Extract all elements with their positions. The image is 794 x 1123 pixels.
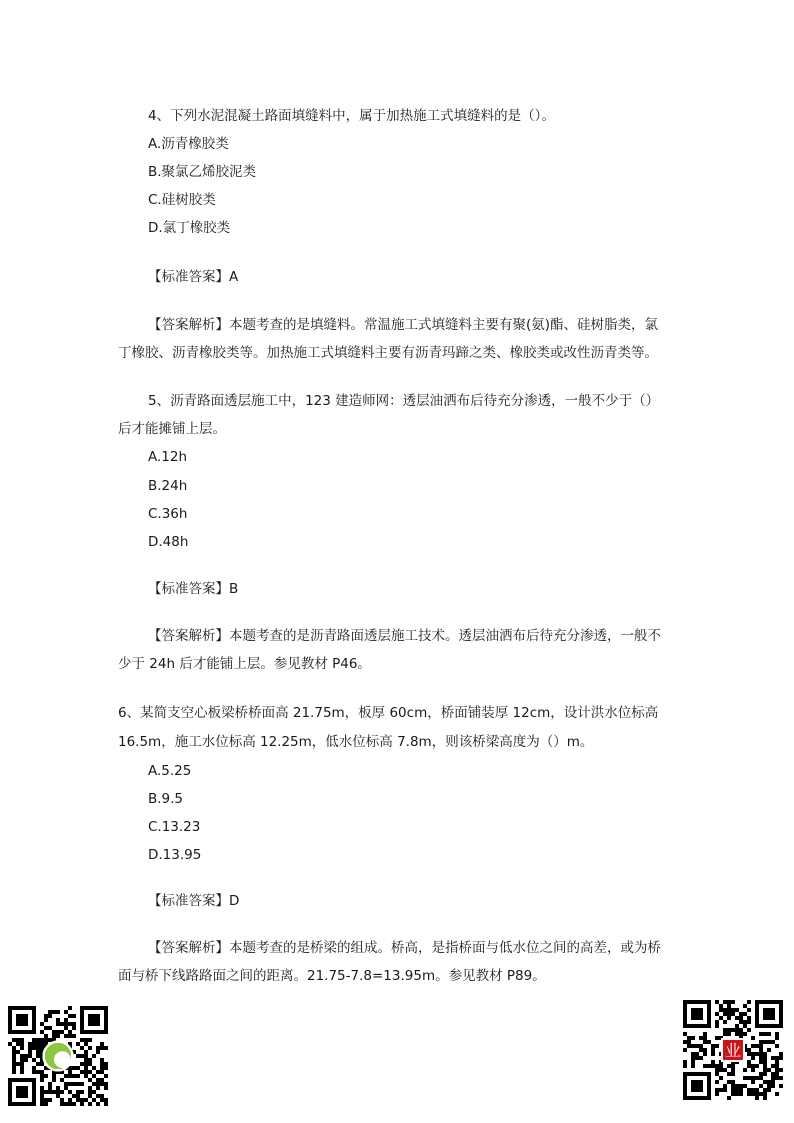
question-6-option-a: A.5.25 <box>148 763 192 779</box>
question-6-option-b: B.9.5 <box>148 791 184 807</box>
question-6-analysis-line-2: 面与桥下线路路面之间的距离。21.75-7.8=13.95m。参见教材 P89。 <box>118 968 546 984</box>
question-4-option-a: A.沥青橡胶类 <box>148 136 229 152</box>
question-6-answer: 【标准答案】D <box>148 893 240 909</box>
question-5-stem-line-2: 后才能摊铺上层。 <box>118 421 226 437</box>
question-5-option-d: D.48h <box>148 534 189 550</box>
question-4-stem: 4、下列水泥混凝土路面填缝料中，属于加热施工式填缝料的是（）。 <box>148 108 555 124</box>
question-5-stem-line-1: 5、沥青路面透层施工中，123 建造师网：透层油洒布后待充分渗透，一般不少于（） <box>148 393 660 409</box>
question-4-analysis-line-1: 【答案解析】本题考查的是填缝料。常温施工式填缝料主要有聚(氨)酯、硅树脂类，氯 <box>148 317 659 333</box>
question-4-option-b: B.聚氯乙烯胶泥类 <box>148 164 257 180</box>
question-5-option-b: B.24h <box>148 478 188 494</box>
question-5-option-a: A.12h <box>148 449 188 465</box>
question-6-analysis-line-1: 【答案解析】本题考查的是桥梁的组成。桥高，是指桥面与低水位之间的高差，或为桥 <box>148 940 661 956</box>
question-5-analysis-line-2: 少于 24h 后才能铺上层。参见教材 P46。 <box>118 656 371 672</box>
qr-code-app <box>683 1000 783 1100</box>
question-6-option-d: D.13.95 <box>148 847 202 863</box>
question-4-option-d: D.氯丁橡胶类 <box>148 220 231 236</box>
qr-code-wechat <box>8 1006 108 1106</box>
question-4-option-c: C.硅树胶类 <box>148 192 216 208</box>
question-4-answer: 【标准答案】A <box>148 269 239 285</box>
logo-text: 业 <box>724 1041 742 1060</box>
question-4-analysis-line-2: 丁橡胶、沥青橡胶类等。加热施工式填缝料主要有沥青玛蹄之类、橡胶类或改性沥青类等。 <box>118 345 658 361</box>
question-5-analysis-line-1: 【答案解析】本题考查的是沥青路面透层施工技术。透层油洒布后待充分渗透，一般不 <box>148 628 661 644</box>
qr-code-icon <box>683 1000 783 1100</box>
qr-code-icon <box>8 1006 108 1106</box>
question-5-option-c: C.36h <box>148 506 188 522</box>
question-6-stem-line-2: 16.5m，施工水位标高 12.25m，低水位标高 7.8m，则该桥梁高度为（）m。 <box>118 734 594 750</box>
question-6-option-c: C.13.23 <box>148 819 201 835</box>
question-6-stem-line-1: 6、某简支空心板梁桥桥面高 21.75m，板厚 60cm，桥面铺装厚 12cm，设计洪水位标高 <box>118 705 659 721</box>
question-5-answer: 【标准答案】B <box>148 581 239 597</box>
